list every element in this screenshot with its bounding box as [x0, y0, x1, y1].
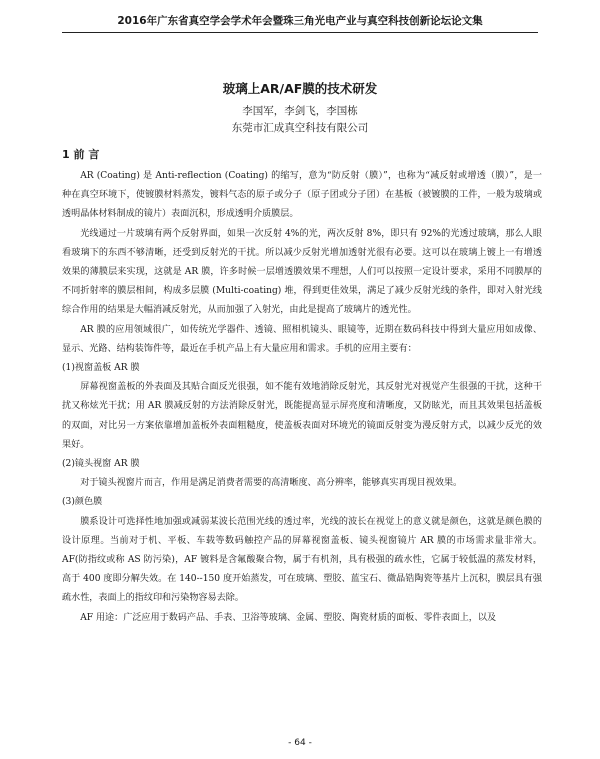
body-paragraph: 光线通过一片玻璃有两个反射界面，如果一次反射 4%的光，两次反射 8%，即只有 92%的光透过玻璃，那么人眼看玻璃下的东西不够清晰，还受到反射光的干扰。所以减少反射光增加透射光很有必要。这可以在玻璃上镀上一有增透效果的薄膜层来实现，这就是 AR 膜，许多时候一层增透膜效果不理想，人们可以按照一定设计要求，采用不同膜厚的不同折射率的膜层相间，构成多层膜 (Multi-coating) 堆，得到更佳效果，满足了减少反射光线的条件，即对入射光线综合作用的结果是大幅消减反射光，从而加强了入射光，由此是提高了玻璃片的透光性。 [62, 228, 542, 316]
body-paragraph: AR 膜的应用领域很广，如传统光学器件、透镜、照相机镜头、眼镜等，近期在数码科技中得到大量应用如成像、显示、光路、结构装饰件等，最近在手机产品上有大量应用和需求。手机的应用主要有： [62, 324, 542, 354]
body-paragraph: 屏幕视窗盖板的外表面及其贴合面反光很强，如不能有效地消除反射光，其反射光对视觉产生很强的干扰，这种干扰又称炫光干扰；用 AR 膜减反射的方法消除反射光，既能提高显示屏亮度和清晰度，又防眩光，而且其效果包括盖板的双面，对比另一方案依靠增加盖板外表面粗糙度，使盖板表面对环境光的镜面反射变为漫反射方式，以减少反光的效果好。 [62, 382, 542, 450]
body-paragraph: AR (Coating) 是 Anti-reflection (Coating) 的缩写，意为“防反射（膜）”，也称为“减反射或增透（膜）”，是一种在真空环境下，使镀膜材料蒸发，镀料气态的原子或分子（原子团或分子团）在基板（被镀膜的工件，一般为玻璃或透明晶体材料制成的镜片）表面沉积，形成透明介质膜层。 [62, 171, 542, 220]
paper-authors: 李国军，李剑飞，李国栋 [242, 105, 358, 117]
subsection-label: (1)视窗盖板 AR 膜 [62, 363, 140, 374]
paper-title: 玻璃上AR/AF膜的技术研发 [222, 81, 378, 96]
running-header: 2016年广东省真空学会学术年会暨珠三角光电产业与真空科技创新论坛论文集 [62, 10, 538, 33]
body-paragraph: 膜系设计可选择性地加强或减弱某波长范围光线的透过率，光线的波长在视觉上的意义就是颜色，这就是颜色膜的设计原理。当前对于机、平板、车载等数码触控产品的屏幕视窗盖板、镜头视窗镜片 AR 膜的市场需求量非常大。AF(防指纹或称 AS 防污染)，AF 镀料是含氟酸聚合物，属于有机剂，具有极强的疏水性，它属于较低温的蒸发材料，高于 400 度即分解失效。在 140--150 度开始蒸发，可在玻璃、塑胶、蓝宝石、微晶锆陶瓷等基片上沉积，膜层具有强疏水性，表面上的指纹印和污染物容易去除。 [62, 516, 542, 604]
subsection-label: (3)颜色膜 [62, 497, 103, 508]
title-block [62, 80, 538, 137]
page-number: - 64 - [288, 738, 312, 748]
paper-body [62, 145, 542, 628]
body-paragraph: AF 用途：广泛应用于数码产品、手表、卫浴等玻璃、金属、塑胶、陶瓷材质的面板、零件表面上，以及 [80, 612, 497, 623]
section-heading: 1 前 言 [62, 148, 100, 161]
subsection-label: (2)镜头视窗 AR 膜 [62, 459, 140, 470]
paper-affiliation: 东莞市汇成真空科技有限公司 [231, 122, 369, 134]
body-paragraph: 对于镜头视窗片而言，作用是满足消费者需要的高清晰度、高分辨率，能够真实再现目视效果。 [80, 478, 463, 489]
